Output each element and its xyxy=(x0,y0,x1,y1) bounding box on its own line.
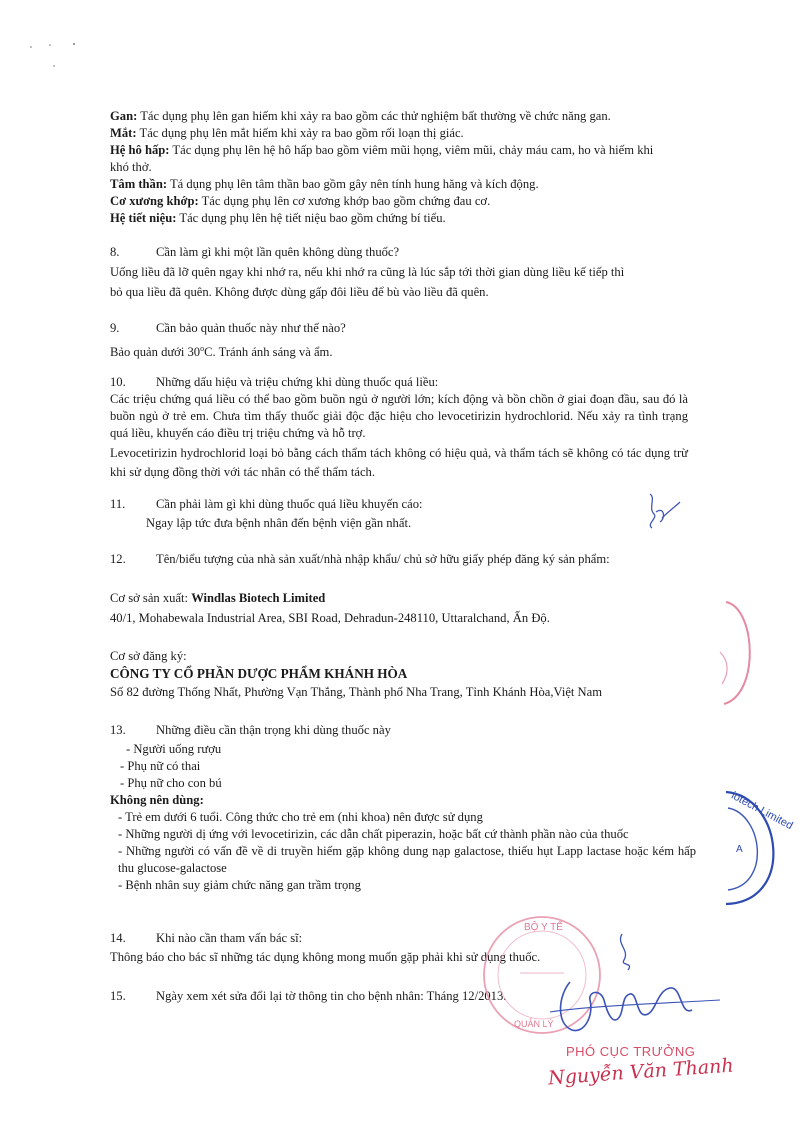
svg-text:iotech Limited: iotech Limited xyxy=(729,789,795,833)
caution-item: - Phụ nữ có thai xyxy=(120,759,201,773)
section-9 xyxy=(110,320,696,361)
manufacturer-address: 40/1, Mohabewala Industrial Area, SBI Road, Dehradun-248110, Uttaralchand, Ấn Độ. xyxy=(110,611,550,625)
section-8 xyxy=(110,244,696,301)
registrant-label: Cơ sở đăng ký: xyxy=(110,649,187,663)
svg-text:A: A xyxy=(736,844,743,855)
not-use-list xyxy=(110,809,696,894)
not-use-label: Không nên dùng: xyxy=(110,793,204,807)
side-effect-eye: Mắt: Tác dụng phụ lên mắt hiếm khi xảy ra bao gồm rối loạn thị giác. xyxy=(110,126,464,140)
section-10-heading: 10. Những dấu hiệu và triệu chứng khi dùng thuốc quá liều: xyxy=(110,375,439,389)
section-12-heading: 12. Tên/biểu tượng của nhà sản xuất/nhà nhập khẩu/ chủ sở hữu giấy phép đăng ký sản phẩm: xyxy=(110,552,610,566)
partial-stamp-pink xyxy=(716,598,799,708)
side-effect-musculoskeletal: Cơ xương khớp: Tác dụng phụ lên cơ xương khớp bao gồm chứng đau cơ. xyxy=(110,194,491,208)
signatory-title: PHÓ CỤC TRƯỞNG xyxy=(566,1044,696,1059)
section-14 xyxy=(110,930,696,966)
not-use-item: - Bệnh nhân suy giảm chức năng gan trầm trọng xyxy=(118,878,361,892)
section-10-paragraph-2: Levocetirizin hydrochlorid loại bỏ bằng cách thẩm tách không có hiệu quả, và thẩm tách sẽ không có tác dụng trừ khi sử dụng đồng thời với tác nhân có thể thẩm tách. xyxy=(110,446,688,479)
registrant-name: CÔNG TY CỔ PHẦN DƯỢC PHẨM KHÁNH HÒA xyxy=(110,666,408,681)
caution-item: - Người uống rượu xyxy=(126,742,222,756)
section-12 xyxy=(110,551,696,701)
section-8-heading: 8. Cần làm gì khi một lần quên không dùng thuốc? xyxy=(110,245,400,259)
registrant-address: Số 82 đường Thống Nhất, Phường Vạn Thắng, Thành phố Nha Trang, Tỉnh Khánh Hòa,Việt Nam xyxy=(110,685,603,699)
section-15-line: 15. Ngày xem xét sửa đổi lại tờ thông tin cho bệnh nhân: Tháng 12/2013. xyxy=(110,989,507,1003)
section-9-text: Bảo quản dưới 30$^o$C. Tránh ánh sáng và ẩm. xyxy=(110,344,333,360)
section-10-paragraph-1: Các triệu chứng quá liều có thể bao gồm buồn ngủ ở người lớn; kích động và bồn chồn ở giai đoạn đầu, sau đó là buồn ngủ ở trẻ em. Chưa tìm thấy thuốc giải độc đặc hiệu cho levocetirizin hydrochlorid. Nếu xảy ra tình trạng quá liều, khuyến cáo điều trị triệu chứng và hỗ trợ. xyxy=(110,392,688,440)
section-13 xyxy=(110,722,696,894)
not-use-item: - Những người có vấn đề về di truyền hiếm gặp không dung nạp galactose, thiếu hụt Lapp lactase hoặc kém hấp thu glucose-galactose xyxy=(118,844,696,875)
side-effects-block xyxy=(110,108,696,227)
company-stamp-blue xyxy=(722,786,799,910)
signatory-name: Nguyễn Văn Thanh xyxy=(547,1054,735,1090)
side-effect-psychiatric: Tâm thần: Tá dụng phụ lên tâm thần bao gồm gây nên tính hung hăng và kích động. xyxy=(110,177,539,191)
section-14-text: Thông báo cho bác sĩ những tác dụng không mong muốn gặp phải khi sử dụng thuốc. xyxy=(110,950,541,964)
side-effect-urinary: Hệ tiết niệu: Tác dụng phụ lên hệ tiết niệu bao gồm chứng bí tiểu. xyxy=(110,211,446,225)
not-use-item: - Trẻ em dưới 6 tuổi. Công thức cho trẻ em (nhi khoa) nên được sử dụng xyxy=(118,810,483,824)
not-use-item: - Những người dị ứng với levocetirizin, các dẫn chất piperazin, hoặc bất cứ thành phần nào của thuốc xyxy=(118,827,629,841)
section-14-heading: 14. Khi nào cần tham vấn bác sĩ: xyxy=(110,931,303,945)
section-15 xyxy=(110,988,696,1005)
section-8-line-1: Uống liều đã lỡ quên ngay khi nhớ ra, nếu khi nhớ ra cũng là lúc sắp tới thời gian dùng liều kế tiếp thì xyxy=(110,265,625,279)
ministry-stamp-top-text: BỘ Y TẾ xyxy=(524,922,563,933)
section-9-heading: 9. Cần bảo quản thuốc này như thế nào? xyxy=(110,321,346,335)
caution-list xyxy=(110,741,696,792)
side-effect-respiratory: Hệ hô hấp: Tác dụng phụ lên hệ hô hấp bao gồm viêm mũi họng, viêm mũi, chảy máu cam, ho và hiếm khi khó thở. xyxy=(110,143,654,174)
ministry-stamp-bottom-text: QUẢN LÝ xyxy=(514,1019,554,1029)
section-11-text: Ngay lập tức đưa bệnh nhân đến bệnh viện gần nhất. xyxy=(146,516,412,530)
manufacturer-line: Cơ sở sản xuất: Windlas Biotech Limited xyxy=(110,591,326,605)
section-8-line-2: bỏ qua liều đã quên. Không được dùng gấp đôi liều để bù vào liều đã quên. xyxy=(110,285,489,299)
side-effect-liver: Gan: Tác dụng phụ lên gan hiếm khi xảy ra bao gồm các thử nghiệm bất thường về chức năng gan. xyxy=(110,109,611,123)
section-11-heading: 11. Cần phải làm gì khi dùng thuốc quá liều khuyến cáo: xyxy=(110,497,423,511)
section-10 xyxy=(110,374,696,482)
scan-specks xyxy=(28,42,78,72)
section-13-heading: 13. Những điều cần thận trọng khi dùng thuốc này xyxy=(110,723,391,737)
section-11 xyxy=(110,496,696,532)
caution-item: - Phụ nữ cho con bú xyxy=(120,776,222,790)
